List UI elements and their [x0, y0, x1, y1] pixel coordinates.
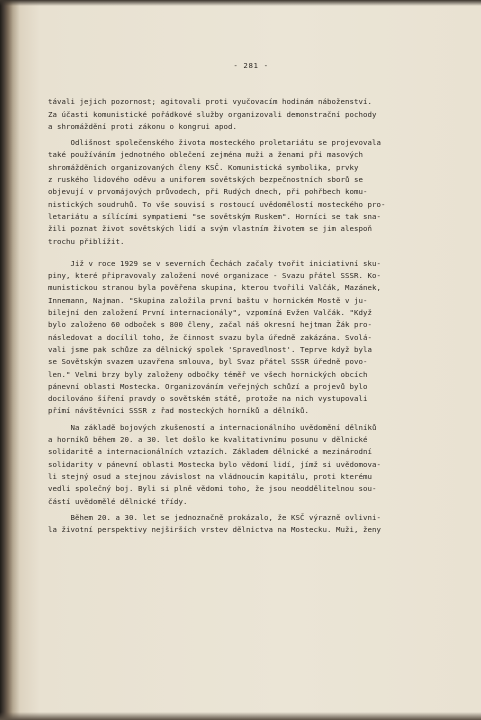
- text-line: částí uvědomělé dělnické třídy.: [48, 496, 188, 506]
- text-line: shromážděních organizovaných členy KSČ. Komunistická symbolika, prvky: [48, 162, 359, 172]
- page-body: [48, 60, 442, 540]
- paragraph: [48, 96, 442, 133]
- text-line: trochu přiblížit.: [48, 236, 125, 246]
- page-number: - 281 -: [233, 61, 269, 70]
- text-line: a horníků během 20. a 30. let došlo ke kvalitativnímu posunu v dělnické: [48, 435, 368, 445]
- text-line: se Sovětským svazem uzavřena smlouva, byl Svaz přátel SSSR úředně povo-: [48, 357, 368, 367]
- paragraph: [48, 258, 442, 418]
- text-line: vali jsme pak schůze za dělnický spolek 'Spravedlnost'. Teprve když byla: [48, 344, 372, 354]
- text-line: Odlišnost společenského života mosteckého proletariátu se projevovala: [48, 138, 381, 148]
- text-line: len." Velmi brzy byly založeny odbočky téměř ve všech hornických obcích: [48, 369, 368, 379]
- text-line: následovat a docílil toho, že činnost svazu byla úředně zakázána. Svolá-: [48, 332, 372, 342]
- text-line: bylo založeno 60 odboček s 800 členy, začal náš okresní hejtman Žák pro-: [48, 320, 372, 330]
- text-line: objevují v prvomájových průvodech, při Rudých dnech, při pohřbech komu-: [48, 187, 368, 197]
- paragraph-list: [48, 96, 442, 536]
- text-line: Na základě bojových zkušeností a internacionálního uvědomění dělníků: [48, 422, 377, 432]
- text-line: přímí návštěvníci SSSR z řad mosteckých horníků a dělníků.: [48, 406, 309, 416]
- text-line: solidaritě a internacionálních vztazích. Základem dělnické a mezinárodní: [48, 447, 372, 457]
- text-line: Innemann, Najman. "Skupina založila první baštu v hornickém Mostě v ju-: [48, 295, 368, 305]
- paragraph: [48, 137, 442, 248]
- text-line: a shromáždění proti zákonu o kongrui apod.: [48, 121, 237, 131]
- text-line: nistických soudruhů. To vše souvisí s rostoucí uvědomělostí mosteckého pro-: [48, 199, 386, 209]
- text-line: pánevní oblasti Mostecka. Organizováním veřejných schůzí a projevů bylo: [48, 381, 368, 391]
- text-line: piny, které připravovaly založení nové organizace - Svazu přátel SSSR. Ko-: [48, 271, 381, 281]
- text-line: solidarity v pánevní oblasti Mostecka bylo vědomí lidí, jímž si uvědomova-: [48, 459, 381, 469]
- paragraph: [48, 422, 442, 508]
- text-line: bilejní den založení První internacionály", vzpomíná Evžen Valčák. "Když: [48, 308, 372, 318]
- text-line: munistickou stranou byla pověřena skupina, kterou tvořili Valčák, Mazánek,: [48, 283, 381, 293]
- text-line: Již v roce 1929 se v severních Čechách začaly tvořit iniciativní sku-: [48, 258, 381, 268]
- text-line: žili poznat život sovětských lidí a svým vlastním životem se jim alespoň: [48, 224, 372, 234]
- page-bottom-edge: [0, 712, 481, 720]
- page-top-edge: [0, 0, 481, 6]
- text-line: letariátu a sílícími sympatiemi "se sovětským Ruskem". Horníci se tak sna-: [48, 211, 381, 221]
- text-line: vedli společný boj. Byli si plně vědomi toho, že jsou neoddělitelnou sou-: [48, 484, 377, 494]
- text-line: Během 20. a 30. let se jednoznačně prokázalo, že KSČ výrazně ovlivni-: [48, 512, 381, 522]
- text-line: távali jejich pozornost; agitovali proti vyučovacím hodinám náboženství.: [48, 97, 372, 107]
- text-line: docilováno šíření pravdy o sovětském státě, protože na nich vystupovali: [48, 394, 368, 404]
- text-line: la životní perspektivy nejširších vrstev dělnictva na Mostecku. Muži, ženy: [48, 525, 381, 535]
- paragraph: [48, 512, 442, 537]
- text-line: také používáním jednotného oblečení zejména muži a ženami při masových: [48, 150, 363, 160]
- text-line: z ruského lidového oděvu a uniforem sovětských bezpečnostních sborů se: [48, 175, 363, 185]
- text-line: li stejný osud a stejnou závislost na vládnoucím kapitálu, proti kterému: [48, 471, 372, 481]
- text-line: Za účasti komunistické pořádkové služby organizovali demonstrační pochody: [48, 109, 377, 119]
